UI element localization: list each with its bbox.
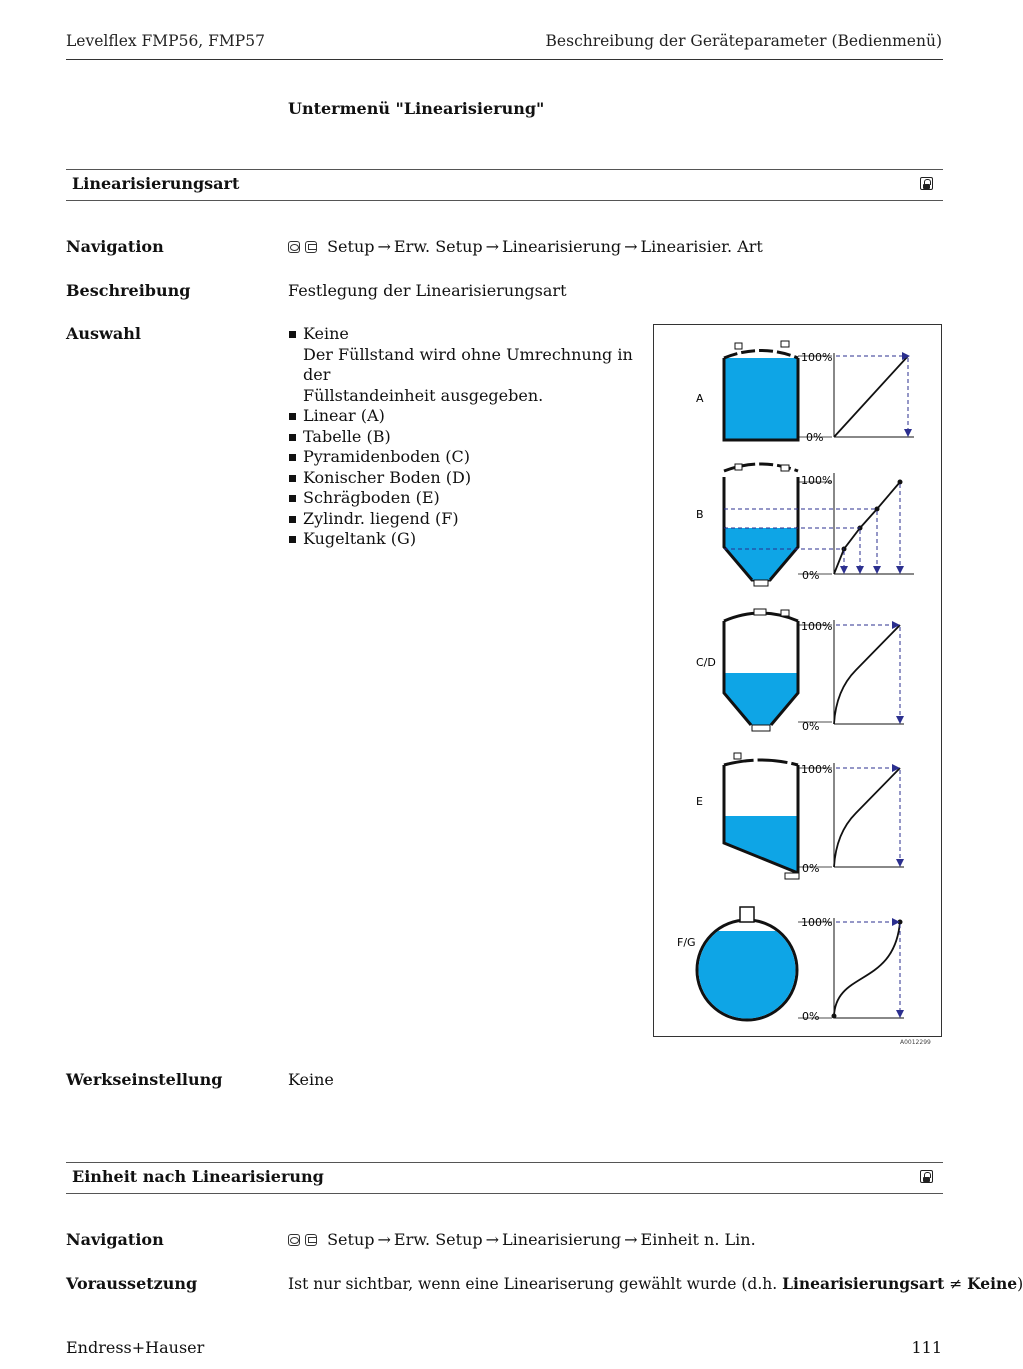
pct-high: 100% (801, 474, 833, 487)
navigation-path (288, 237, 763, 256)
tank-e-diagram (696, 753, 904, 879)
operating-tool-icon (288, 241, 300, 253)
not-equal-sign: ≠ (949, 1275, 963, 1293)
nav-step: Setup (327, 1230, 375, 1249)
beschreibung-text: Festlegung der Linearisierungsart (288, 281, 567, 300)
pct-low: 0% (802, 1010, 820, 1023)
nav-arrow: → (624, 237, 638, 256)
header-right: Beschreibung der Geräteparameter (Bedienmenü) (545, 32, 942, 50)
choice-item: Linear (A) (288, 406, 638, 427)
nav-arrow: → (377, 1230, 391, 1249)
section-bar-linearisierungsart (66, 169, 943, 201)
footer-left: Endress+Hauser (66, 1338, 205, 1357)
voraussetzung-text (288, 1274, 1023, 1293)
beschreibung-label: Beschreibung (66, 281, 191, 300)
voraussetzung-value: Keine (967, 1274, 1018, 1293)
choice-item: Pyramidenboden (C) (288, 447, 638, 468)
section-bar-einheit (66, 1162, 943, 1194)
werkseinstellung-label: Werkseinstellung (66, 1070, 223, 1089)
nav-arrow: → (485, 237, 500, 256)
pct-low: 0% (806, 431, 824, 444)
werkseinstellung-value: Keine (288, 1070, 334, 1089)
voraussetzung-param: Linearisierungsart (782, 1274, 945, 1293)
nav-step: Linearisierung (502, 1230, 622, 1249)
label-b: B (696, 508, 704, 521)
choice-item: Zylindr. liegend (F) (288, 509, 638, 530)
lock-icon (920, 177, 933, 190)
lock-icon (920, 1170, 933, 1183)
nav-step: Linearisierung (502, 237, 622, 256)
pct-high: 100% (801, 763, 833, 776)
nav-arrow: → (485, 1230, 500, 1249)
tank-b-diagram (696, 464, 914, 586)
tank-a-diagram (696, 341, 914, 444)
section-title: Einheit nach Linearisierung (72, 1167, 324, 1186)
nav-step: Setup (327, 237, 375, 256)
page-number: 111 (911, 1338, 942, 1357)
operating-tool-icon (288, 1234, 300, 1246)
nav-step: Einheit n. Lin. (640, 1230, 756, 1249)
pct-high: 100% (801, 916, 833, 929)
linearization-figure (653, 324, 942, 1037)
nav-step: Erw. Setup (393, 237, 483, 256)
nav-step: Erw. Setup (393, 1230, 483, 1249)
auswahl-list (288, 324, 638, 550)
submenu-title: Untermenü "Linearisierung" (288, 99, 545, 118)
pct-low: 0% (802, 862, 820, 875)
voraussetzung-body: Ist nur sichtbar, wenn eine Lineariserung gewählt wurde (d.h. (288, 1275, 778, 1293)
nav-step: Linearisier. Art (640, 237, 763, 256)
header-rule (66, 59, 943, 60)
pct-high: 100% (801, 351, 833, 364)
choice-desc-line: Der Füllstand wird ohne Umrechnung in der (303, 344, 633, 384)
section-title: Linearisierungsart (72, 174, 240, 193)
navigation-label: Navigation (66, 237, 164, 256)
choice-item: Tabelle (B) (288, 427, 638, 448)
navigation-path (288, 1230, 756, 1249)
pct-high: 100% (801, 620, 833, 633)
label-fg: F/G (677, 936, 696, 949)
figure-id: A0012299 (900, 1039, 931, 1046)
choice-item: Kugeltank (G) (288, 529, 638, 550)
choice-item: Schrägboden (E) (288, 488, 638, 509)
voraussetzung-label: Voraussetzung (66, 1274, 198, 1293)
pct-low: 0% (802, 569, 820, 582)
navigation-label: Navigation (66, 1230, 164, 1249)
header-left: Levelflex FMP56, FMP57 (66, 32, 265, 50)
choice-item: Konischer Boden (D) (288, 468, 638, 489)
nav-arrow: → (624, 1230, 638, 1249)
display-icon (305, 241, 317, 253)
label-a: A (696, 392, 704, 405)
label-e: E (696, 795, 703, 808)
label-cd: C/D (696, 656, 716, 669)
auswahl-label: Auswahl (66, 324, 141, 343)
nav-arrow: → (377, 237, 391, 256)
closing-paren: ) (1017, 1275, 1023, 1293)
display-icon (305, 1234, 317, 1246)
pct-low: 0% (802, 720, 820, 733)
choice-desc-line: Füllstandeinheit ausgegeben. (303, 385, 544, 405)
tank-cd-diagram (696, 609, 904, 733)
tank-fg-diagram (677, 907, 904, 1023)
choice-item: Keine (288, 324, 638, 345)
